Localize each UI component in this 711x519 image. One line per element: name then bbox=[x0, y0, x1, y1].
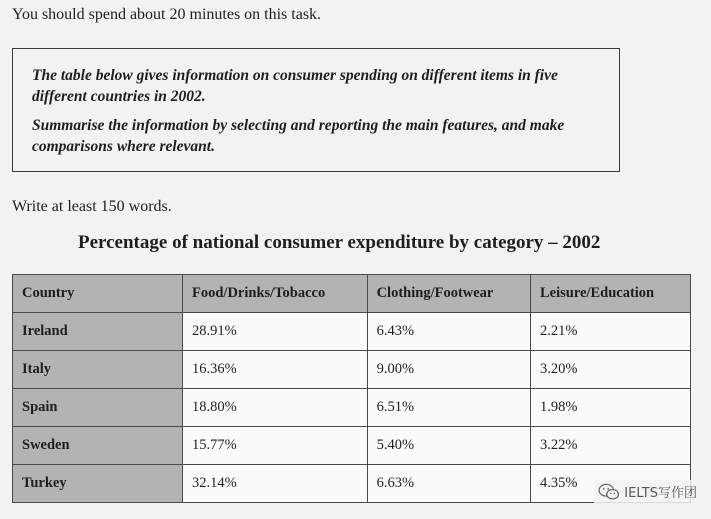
task-prompt-box bbox=[12, 48, 620, 172]
wechat-icon bbox=[598, 483, 620, 501]
clothing-value-cell: 9.00% bbox=[367, 351, 530, 389]
table-row bbox=[13, 389, 691, 427]
country-cell: Ireland bbox=[13, 313, 183, 351]
word-count-instruction: Write at least 150 words. bbox=[12, 198, 172, 215]
country-cell: Sweden bbox=[13, 427, 183, 465]
column-header-leisure: Leisure/Education bbox=[530, 275, 690, 313]
table-row bbox=[13, 427, 691, 465]
food-value-cell: 18.80% bbox=[183, 389, 368, 427]
table-title: Percentage of national consumer expenditure by category – 2002 bbox=[78, 232, 601, 253]
food-value-cell: 16.36% bbox=[183, 351, 368, 389]
leisure-value-cell: 3.22% bbox=[530, 427, 690, 465]
table-row bbox=[13, 465, 691, 503]
table-header-row bbox=[13, 275, 691, 313]
task-directive: Summarise the information by selecting and reporting the main features, and make comparisons where relevant. bbox=[32, 117, 565, 155]
column-header-country: Country bbox=[13, 275, 183, 313]
expenditure-table bbox=[12, 274, 691, 503]
clothing-value-cell: 6.43% bbox=[367, 313, 530, 351]
leisure-value-cell: 1.98% bbox=[530, 389, 690, 427]
leisure-value-cell: 4.35% bbox=[530, 465, 690, 503]
clothing-value-cell: 6.51% bbox=[367, 389, 530, 427]
food-value-cell: 28.91% bbox=[183, 313, 368, 351]
country-cell: Italy bbox=[13, 351, 183, 389]
table-row bbox=[13, 313, 691, 351]
country-cell: Spain bbox=[13, 389, 183, 427]
table-row bbox=[13, 351, 691, 389]
clothing-value-cell: 5.40% bbox=[367, 427, 530, 465]
leisure-value-cell: 3.20% bbox=[530, 351, 690, 389]
clothing-value-cell: 6.63% bbox=[367, 465, 530, 503]
column-header-clothing: Clothing/Footwear bbox=[367, 275, 530, 313]
watermark-text: IELTS写作团 bbox=[624, 486, 697, 501]
column-header-food: Food/Drinks/Tobacco bbox=[183, 275, 368, 313]
leisure-value-cell: 2.21% bbox=[530, 313, 690, 351]
task-instruction: You should spend about 20 minutes on this task. bbox=[12, 6, 322, 23]
watermark bbox=[594, 480, 701, 503]
task-description: The table below gives information on consumer spending on different items in five different countries in 2002. bbox=[32, 67, 558, 105]
country-cell: Turkey bbox=[13, 465, 183, 503]
food-value-cell: 15.77% bbox=[183, 427, 368, 465]
food-value-cell: 32.14% bbox=[183, 465, 368, 503]
